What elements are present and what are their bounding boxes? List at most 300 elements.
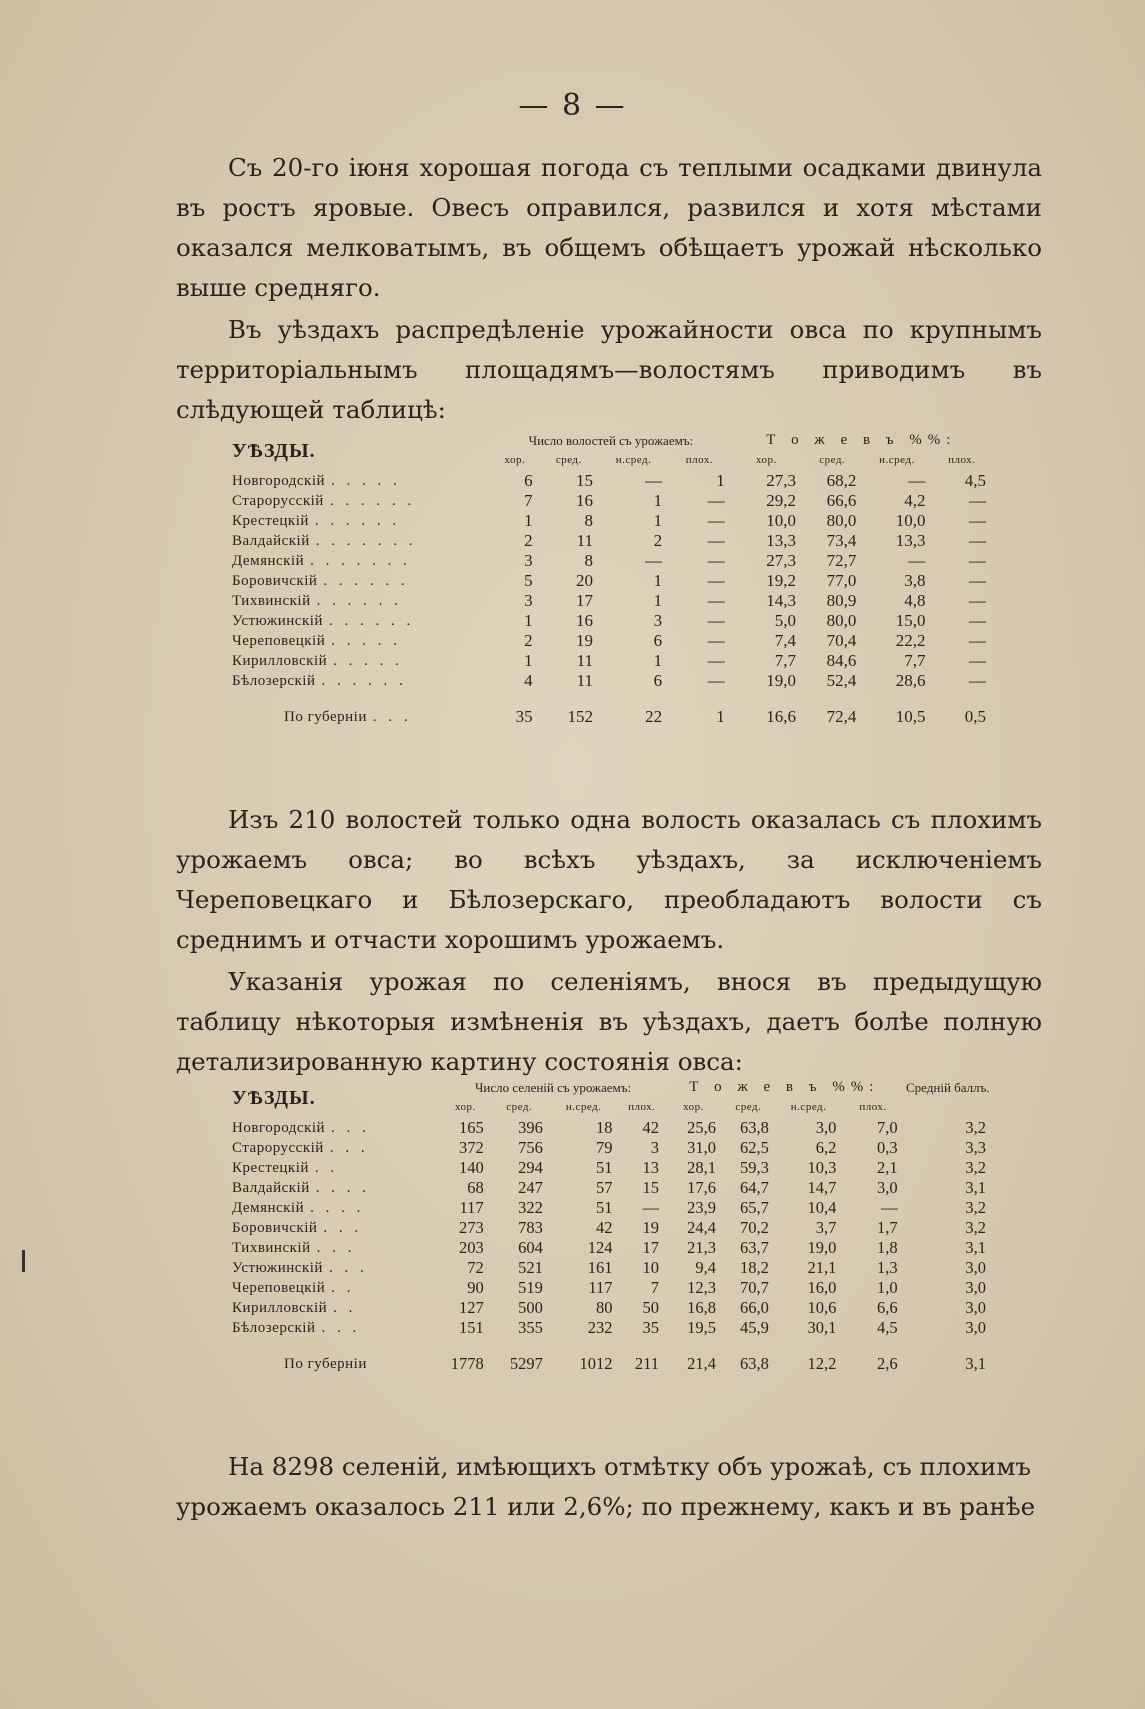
column-header: хор. — [454, 1101, 476, 1113]
cell-value: 7,7 — [904, 651, 926, 670]
row-name — [232, 551, 491, 571]
cell-value: 28,6 — [895, 671, 926, 690]
cell-value: — — [969, 491, 986, 510]
cell-value: — — [908, 471, 926, 490]
cell-value: 4 — [524, 671, 533, 690]
table-row — [232, 1258, 992, 1278]
row-name — [232, 1318, 441, 1338]
row-name — [232, 611, 491, 631]
cell-value: 521 — [518, 1258, 543, 1277]
cell-value: 80 — [596, 1298, 613, 1317]
cell-value: — — [707, 631, 725, 650]
paragraph-5: На 8298 селеній, имѣющихъ отмѣтку объ урожаѣ, съ плохимъ урожаемъ оказалось 211 или 2,6%; по прежнему, какъ и въ ранѣе — [176, 1452, 1036, 1521]
cell-value: 18,2 — [739, 1258, 769, 1277]
cell-value: 10,3 — [807, 1158, 837, 1177]
cell-value: 80,0 — [826, 611, 857, 630]
cell-value: 72 — [467, 1258, 484, 1277]
cell-value: 17 — [576, 591, 594, 610]
cell-value: 152 — [567, 707, 594, 726]
table-row — [232, 1238, 992, 1258]
cell-value: 10 — [642, 1258, 659, 1277]
cell-value: 3,1 — [965, 1178, 986, 1197]
page-number: — 8 — — [518, 88, 627, 123]
uezd-name: Тихвинскій — [232, 592, 311, 609]
paragraph-1: Съ 20-го іюня хорошая погода съ теплыми осадками двинула въ ростъ яровые. Овесъ оправился, развился и хотя мѣстами оказался мелковатымъ, въ общемъ обѣщаетъ урожай нѣсколько выше средняго. — [176, 153, 1042, 302]
cell-value: 10,5 — [895, 707, 926, 726]
cell-value: 3,0 — [877, 1178, 898, 1197]
cell-value: 14,7 — [807, 1178, 837, 1197]
cell-value: 63,8 — [739, 1118, 769, 1137]
row-name — [232, 591, 491, 611]
cell-value: 3,1 — [965, 1354, 986, 1373]
uezd-name: Валдайскій — [232, 532, 310, 549]
uezd-name: Валдайскій — [232, 1179, 310, 1196]
cell-value: 27,3 — [766, 551, 796, 570]
leader-dots: . . . — [329, 1139, 369, 1156]
leader-dots: . . — [333, 1299, 357, 1316]
table-total-row — [232, 691, 992, 727]
cell-value: 21,4 — [687, 1354, 717, 1373]
cell-value: 16,6 — [766, 707, 796, 726]
cell-value: 1,3 — [877, 1258, 898, 1277]
cell-value: 3,7 — [815, 1218, 837, 1237]
cell-value: 10,4 — [807, 1198, 837, 1217]
uezd-name: Устюжинскій — [232, 612, 323, 629]
cell-value: — — [707, 531, 725, 550]
row-name — [232, 671, 491, 691]
cell-value: 0,5 — [964, 707, 986, 726]
cell-value: 604 — [518, 1238, 543, 1257]
cell-value: 10,0 — [895, 511, 926, 530]
cell-value: 117 — [588, 1278, 613, 1297]
cell-value: 2 — [653, 531, 663, 550]
group-header-count: Число селеній съ урожаемъ: — [474, 1079, 632, 1095]
cell-value: 1 — [653, 511, 663, 530]
leader-dots: . . . — [316, 1239, 356, 1256]
column-header: плох. — [948, 454, 976, 466]
uezd-name: Крестецкій — [232, 512, 309, 529]
cell-value: — — [969, 591, 986, 610]
cell-value: 22,2 — [895, 631, 926, 650]
cell-value: 3,2 — [965, 1158, 986, 1177]
cell-value: 1,8 — [877, 1238, 898, 1257]
cell-value: 64,7 — [739, 1178, 769, 1197]
cell-value: 1778 — [450, 1354, 484, 1373]
paragraph-4: Указанія урожая по селеніямъ, внося въ предыдущую таблицу нѣкоторыя измѣненія въ уѣздахъ, даетъ болѣе полную детализированную картину состоянія овса: — [176, 967, 1042, 1076]
cell-value: 35 — [515, 707, 533, 726]
column-header: н.сред. — [879, 454, 915, 466]
table-row — [232, 1138, 992, 1158]
cell-value: 232 — [587, 1318, 613, 1337]
cell-value: 10,6 — [807, 1298, 837, 1317]
cell-value: 3 — [524, 551, 533, 570]
cell-value: — — [969, 511, 986, 530]
cell-value: 3,0 — [815, 1118, 837, 1137]
cell-value: 1,7 — [877, 1218, 898, 1237]
cell-value: 3,8 — [904, 571, 926, 590]
cell-value: 165 — [458, 1118, 484, 1137]
cell-value: 3,1 — [965, 1238, 986, 1257]
cell-value: 2,6 — [877, 1354, 898, 1373]
cell-value: — — [707, 551, 725, 570]
cell-value: — — [707, 651, 725, 670]
table-row — [232, 611, 992, 631]
cell-value: 2 — [524, 531, 533, 550]
cell-value: 21,3 — [687, 1238, 717, 1257]
table-row — [232, 1118, 992, 1138]
uezd-name: Крестецкій — [232, 1159, 309, 1176]
leader-dots: . . . . . . — [329, 492, 416, 509]
cell-value: 6 — [653, 671, 663, 690]
cell-value: — — [707, 611, 725, 630]
table-total-row — [232, 1338, 992, 1374]
cell-value: 66,6 — [826, 491, 857, 510]
cell-value: 16 — [576, 491, 594, 510]
cell-value: 6,2 — [815, 1138, 837, 1157]
cell-value: 124 — [587, 1238, 613, 1257]
cell-value: 1 — [716, 471, 725, 490]
leader-dots: . . . — [372, 708, 412, 725]
uezd-name: Демянскій — [232, 1199, 305, 1216]
table-row — [232, 1318, 992, 1338]
cell-value: 24,4 — [687, 1218, 717, 1237]
leader-dots — [367, 1356, 373, 1372]
cell-value: 19,0 — [807, 1238, 837, 1257]
cell-value: 6 — [524, 471, 533, 490]
cell-value: 28,1 — [687, 1158, 717, 1177]
leader-dots: . . . . . — [331, 472, 401, 489]
cell-value: 4,5 — [964, 471, 986, 490]
cell-value: 1,0 — [877, 1278, 898, 1297]
cell-value: — — [969, 531, 986, 550]
uezd-name: Боровичскій — [232, 572, 318, 589]
cell-value: 17,6 — [687, 1178, 717, 1197]
leader-dots: . . . . . . . — [315, 532, 417, 549]
cell-value: — — [707, 591, 725, 610]
table-row — [232, 571, 992, 591]
table-row — [232, 671, 992, 691]
cell-value: — — [707, 511, 725, 530]
column-header: сред. — [555, 454, 582, 466]
cell-value: 1 — [653, 651, 663, 670]
cell-value: 2,1 — [877, 1158, 898, 1177]
cell-value: 519 — [518, 1278, 543, 1297]
row-name — [232, 1178, 441, 1198]
uezd-name: Тихвинскій — [232, 1239, 311, 1256]
column-header-uezdy: УѢЗДЫ. — [232, 1087, 316, 1109]
uezd-name: Кирилловскій — [232, 1299, 328, 1316]
cell-value: 70,2 — [739, 1218, 769, 1237]
cell-value: 11 — [576, 531, 594, 550]
cell-value: 5297 — [509, 1354, 543, 1373]
table-row — [232, 591, 992, 611]
cell-value: 3,0 — [965, 1298, 986, 1317]
cell-value: 13,3 — [766, 531, 796, 550]
cell-value: 3,2 — [965, 1198, 986, 1217]
row-name — [232, 691, 491, 727]
cell-value: 68 — [467, 1178, 484, 1197]
cell-value: 12,3 — [687, 1278, 717, 1297]
cell-value: 273 — [458, 1218, 484, 1237]
table-row — [232, 551, 992, 571]
cell-value: — — [969, 611, 986, 630]
group-header-count: Число волостей съ урожаемъ: — [528, 432, 694, 448]
cell-value: 57 — [596, 1178, 613, 1197]
cell-value: 7 — [524, 491, 533, 510]
cell-value: 63,8 — [739, 1354, 769, 1373]
column-header: плох. — [859, 1101, 887, 1113]
row-name — [232, 1218, 441, 1238]
cell-value: 68,2 — [826, 471, 857, 490]
cell-value: — — [707, 571, 725, 590]
cell-value: 396 — [518, 1118, 543, 1137]
cell-value: 15 — [576, 471, 594, 490]
column-header: сред. — [735, 1101, 762, 1113]
cell-value: 31,0 — [687, 1138, 717, 1157]
uezd-name: Демянскій — [232, 552, 305, 569]
cell-value: 372 — [458, 1138, 484, 1157]
cell-value: 51 — [596, 1198, 613, 1217]
cell-value: 19,0 — [766, 671, 796, 690]
cell-value: — — [707, 491, 725, 510]
table-row — [232, 631, 992, 651]
cell-value: 65,7 — [739, 1198, 769, 1217]
cell-value: 23,9 — [687, 1198, 717, 1217]
margin-mark — [22, 1250, 25, 1272]
column-header-avg: Средній баллъ. — [906, 1079, 990, 1095]
uezd-name: Боровичскій — [232, 1219, 318, 1236]
cell-value: 13 — [642, 1158, 659, 1177]
cell-value: 117 — [459, 1198, 484, 1217]
cell-value: 6 — [653, 631, 663, 650]
cell-value: 25,6 — [687, 1118, 717, 1137]
table-row — [232, 491, 992, 511]
cell-value: 21,1 — [807, 1258, 837, 1277]
uezd-name: Бѣлозерскій — [232, 672, 316, 689]
column-header: н.сред. — [615, 454, 652, 466]
leader-dots: . . . . . — [333, 652, 403, 669]
uezd-name: Череповецкій — [232, 1279, 326, 1296]
cell-value: 51 — [596, 1158, 613, 1177]
cell-value: 322 — [518, 1198, 543, 1217]
cell-value: 294 — [518, 1158, 543, 1177]
table-row — [232, 1198, 992, 1218]
cell-value: 7,0 — [877, 1118, 898, 1137]
leader-dots: . . . . . . — [328, 612, 415, 629]
cell-value: 80,0 — [826, 511, 857, 530]
row-name — [232, 1138, 441, 1158]
cell-value: 11 — [576, 651, 594, 670]
table-row — [232, 531, 992, 551]
row-name — [232, 1118, 441, 1138]
cell-value: 62,5 — [739, 1138, 769, 1157]
cell-value: 22 — [645, 707, 663, 726]
cell-value: 3,2 — [965, 1218, 986, 1237]
cell-value: 12,2 — [807, 1354, 837, 1373]
row-name — [232, 1278, 441, 1298]
table-volosti — [232, 432, 992, 727]
column-header: плох. — [628, 1101, 656, 1113]
cell-value: 783 — [518, 1218, 543, 1237]
cell-value: 2 — [524, 631, 533, 650]
cell-value: 7,4 — [774, 631, 796, 650]
table-row — [232, 1278, 992, 1298]
cell-value: 5 — [524, 571, 533, 590]
cell-value: 11 — [576, 671, 594, 690]
cell-value: 16 — [576, 611, 594, 630]
cell-value: 72,4 — [826, 707, 857, 726]
column-header: хор. — [755, 454, 777, 466]
row-name — [232, 1258, 441, 1278]
cell-value: 29,2 — [766, 491, 796, 510]
cell-value: 247 — [518, 1178, 543, 1197]
cell-value: 30,1 — [807, 1318, 837, 1337]
cell-value: — — [969, 631, 986, 650]
cell-value: 80,9 — [826, 591, 857, 610]
cell-value: 59,3 — [739, 1158, 769, 1177]
cell-value: 17 — [642, 1238, 659, 1257]
uezd-name: Старорусскій — [232, 1139, 324, 1156]
cell-value: 1 — [653, 571, 663, 590]
cell-value: 20 — [576, 571, 594, 590]
cell-value: — — [645, 471, 663, 490]
cell-value: 4,8 — [904, 591, 926, 610]
uezd-name: Череповецкій — [232, 632, 326, 649]
column-header: сред. — [819, 454, 846, 466]
cell-value: 3 — [524, 591, 533, 610]
cell-value: 72,7 — [826, 551, 857, 570]
leader-dots: . . . . . . — [323, 572, 409, 589]
cell-value: 3 — [650, 1138, 659, 1157]
uezd-name: Новгородскій — [232, 472, 326, 489]
cell-value: 500 — [518, 1298, 543, 1317]
cell-value: 4,2 — [904, 491, 926, 510]
uezd-name: Старорусскій — [232, 492, 324, 509]
cell-value: 355 — [518, 1318, 543, 1337]
paragraph-3: Изъ 210 волостей только одна волость оказалась съ плохимъ урожаемъ овса; во всѣхъ уѣздахъ, за исключеніемъ Череповецкаго и Бѣлозерскаго, преобладаютъ волости съ среднимъ и отчасти хорошимъ урожаемъ. — [176, 805, 1042, 954]
cell-value: — — [645, 551, 663, 570]
table-row — [232, 471, 992, 491]
cell-value: 66,0 — [739, 1298, 769, 1317]
cell-value: 18 — [596, 1118, 613, 1137]
cell-value: 7,7 — [774, 651, 796, 670]
cell-value: 1 — [524, 611, 533, 630]
cell-value: — — [908, 551, 926, 570]
cell-value: 756 — [518, 1138, 543, 1157]
cell-value: 151 — [458, 1318, 484, 1337]
cell-value: 203 — [458, 1238, 484, 1257]
cell-value: 1 — [524, 651, 533, 670]
cell-value: 70,7 — [739, 1278, 769, 1297]
cell-value: 19 — [576, 631, 594, 650]
cell-value: 84,6 — [826, 651, 857, 670]
leader-dots: . . . . . — [331, 632, 402, 649]
cell-value: 4,5 — [877, 1318, 898, 1337]
leader-dots: . . . . . . — [321, 672, 407, 689]
cell-value: 211 — [634, 1354, 659, 1373]
cell-value: 14,3 — [766, 591, 796, 610]
group-header-percent: Т о ж е в ъ %%: — [689, 1079, 880, 1095]
leader-dots: . . — [331, 1279, 355, 1296]
column-header: н.сред. — [790, 1101, 827, 1113]
row-name — [232, 1198, 441, 1218]
cell-value: — — [969, 671, 986, 690]
uezd-name: По губерніи — [284, 708, 367, 725]
cell-value: 42 — [596, 1218, 613, 1237]
cell-value: 35 — [642, 1318, 659, 1337]
row-name — [232, 1338, 441, 1374]
cell-value: — — [969, 651, 986, 670]
column-header: плох. — [685, 454, 714, 466]
cell-value: 42 — [642, 1118, 659, 1137]
cell-value: 77,0 — [826, 571, 857, 590]
cell-value: 15 — [642, 1178, 659, 1197]
row-name — [232, 491, 491, 511]
row-name — [232, 471, 491, 491]
cell-value: 8 — [584, 551, 594, 570]
row-name — [232, 651, 491, 671]
cell-value: 90 — [467, 1278, 484, 1297]
leader-dots: . . . . . . — [314, 512, 401, 529]
cell-value: 27,3 — [766, 471, 796, 490]
row-name — [232, 531, 491, 551]
leader-dots: . . . . . . — [316, 592, 402, 609]
column-header-uezdy: УѢЗДЫ. — [232, 440, 316, 462]
cell-value: 10,0 — [766, 511, 796, 530]
cell-value: 16,0 — [807, 1278, 837, 1297]
leader-dots: . . . — [321, 1319, 361, 1336]
leader-dots: . . . — [331, 1119, 370, 1136]
cell-value: — — [707, 671, 725, 690]
cell-value: 3,0 — [965, 1258, 986, 1277]
table-row — [232, 1298, 992, 1318]
cell-value: 1 — [653, 591, 663, 610]
cell-value: — — [881, 1198, 898, 1217]
leader-dots: . . — [314, 1159, 339, 1176]
cell-value: — — [969, 551, 986, 570]
leader-dots: . . . . — [310, 1199, 365, 1216]
cell-value: 50 — [642, 1298, 659, 1317]
cell-value: — — [642, 1198, 659, 1217]
row-name — [232, 1238, 441, 1258]
table-selenii — [232, 1079, 992, 1374]
cell-value: 140 — [458, 1158, 484, 1177]
row-name — [232, 571, 491, 591]
column-header: хор. — [683, 1101, 704, 1113]
paragraph-2: Въ уѣздахъ распредѣленіе урожайности овса по крупнымъ территоріальнымъ площадямъ—волостямъ приводимъ въ слѣдующей таблицѣ: — [176, 315, 1042, 424]
cell-value: 161 — [587, 1258, 613, 1277]
cell-value: 16,8 — [687, 1298, 717, 1317]
column-header: хор. — [504, 454, 526, 466]
cell-value: 5,0 — [774, 611, 796, 630]
table-row — [232, 1178, 992, 1198]
column-header: н.сред. — [565, 1101, 602, 1113]
leader-dots: . . . . . . . — [310, 552, 411, 569]
group-header-percent: Т о ж е в ъ %%: — [766, 432, 957, 448]
cell-value: 19 — [642, 1218, 659, 1237]
cell-value: 3 — [653, 611, 663, 630]
table-row — [232, 511, 992, 531]
row-name — [232, 511, 491, 531]
uezd-name: Кирилловскій — [232, 652, 328, 669]
cell-value: 3,2 — [965, 1118, 986, 1137]
cell-value: 70,4 — [826, 631, 857, 650]
cell-value: 1 — [716, 707, 725, 726]
cell-value: 6,6 — [877, 1298, 898, 1317]
cell-value: 19,5 — [687, 1318, 717, 1337]
cell-value: 3,0 — [965, 1278, 986, 1297]
cell-value: 1 — [524, 511, 533, 530]
